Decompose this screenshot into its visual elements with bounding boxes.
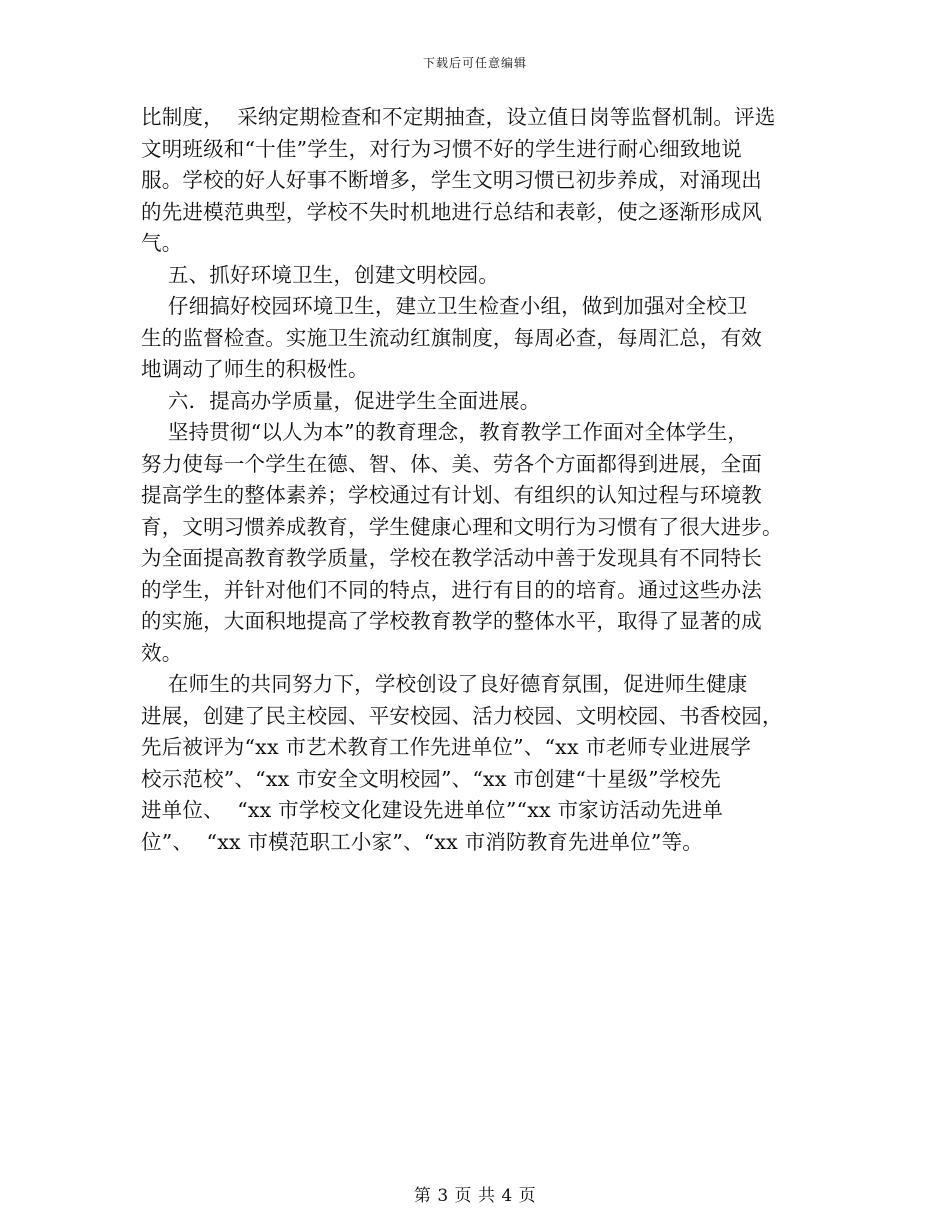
body-line: 气。 — [141, 231, 183, 255]
body-line: 先后被评为“xx 市艺术教育工作先进单位”、“xx 市老师专业进展学 — [141, 735, 752, 759]
body-line: 在师生的共同努力下，学校创设了良好德育氛围，促进师生健康 — [141, 672, 748, 696]
body-line: 的先进模范典型，学校不失时机地进行总结和表彰，使之逐渐形成风 — [141, 199, 762, 224]
document-body — [141, 102, 813, 858]
body-line: 服。学校的好人好事不断增多，学生文明习惯已初步养成，对涌现出 — [141, 168, 762, 192]
body-line: 生的监督检查。实施卫生流动红旗制度，每周必查，每周汇总，有效 — [141, 325, 762, 350]
body-line: 的学生，并针对他们不同的特点，进行有目的的培育。通过这些办法 — [141, 577, 762, 602]
body-line: 提高学生的整体素养；学校通过有计划、有组织的认知过程与环境教 — [141, 483, 762, 507]
body-line: 为全面提高教育教学质量，学校在教学活动中善于发现具有不同特长 — [141, 546, 762, 570]
body-line: 仔细搞好校园环境卫生，建立卫生检查小组，做到加强对全校卫 — [141, 294, 748, 318]
page-number-footer: 第 3 页 共 4 页 — [413, 1186, 537, 1206]
body-line: 进单位、 “xx 市学校文化建设先进单位”“xx 市家访活动先进单 — [141, 798, 724, 822]
page-header: 下载后可任意编辑 — [422, 56, 527, 70]
body-line: 进展，创建了民主校园、平安校园、活力校园、文明校园、书香校园， — [141, 703, 783, 728]
section-heading-5: 五、抓好环境卫生，创建文明校园。 — [141, 262, 500, 287]
body-line: 育，文明习惯养成教育，学生健康心理和文明行为习惯有了很大进步。 — [141, 514, 783, 539]
body-line: 校示范校”、“xx 市安全文明校园”、“xx 市创建“十星级”学校先 — [141, 766, 721, 791]
body-line: 努力使每一个学生在德、智、体、美、劳各个方面都得到进展，全面 — [141, 451, 762, 476]
body-line: 文明班级和“十佳”学生，对行为习惯不好的学生进行耐心细致地说 — [141, 136, 742, 161]
body-line: 效。 — [141, 640, 183, 665]
body-line: 的实施，大面积地提高了学校教育教学的整体水平，取得了显著的成 — [141, 609, 762, 633]
body-line: 比制度， 采纳定期检查和不定期抽查，设立值日岗等监督机制。评选 — [141, 105, 776, 129]
body-line: 地调动了师生的积极性。 — [141, 357, 369, 381]
body-line: 位”、 “xx 市模范职工小家”、“xx 市消防教育先进单位”等。 — [141, 829, 704, 854]
section-heading-6: 六．提高办学质量，促进学生全面进展。 — [141, 388, 541, 413]
body-line: 坚持贯彻“以人为本”的教育理念，教育教学工作面对全体学生， — [141, 420, 749, 444]
